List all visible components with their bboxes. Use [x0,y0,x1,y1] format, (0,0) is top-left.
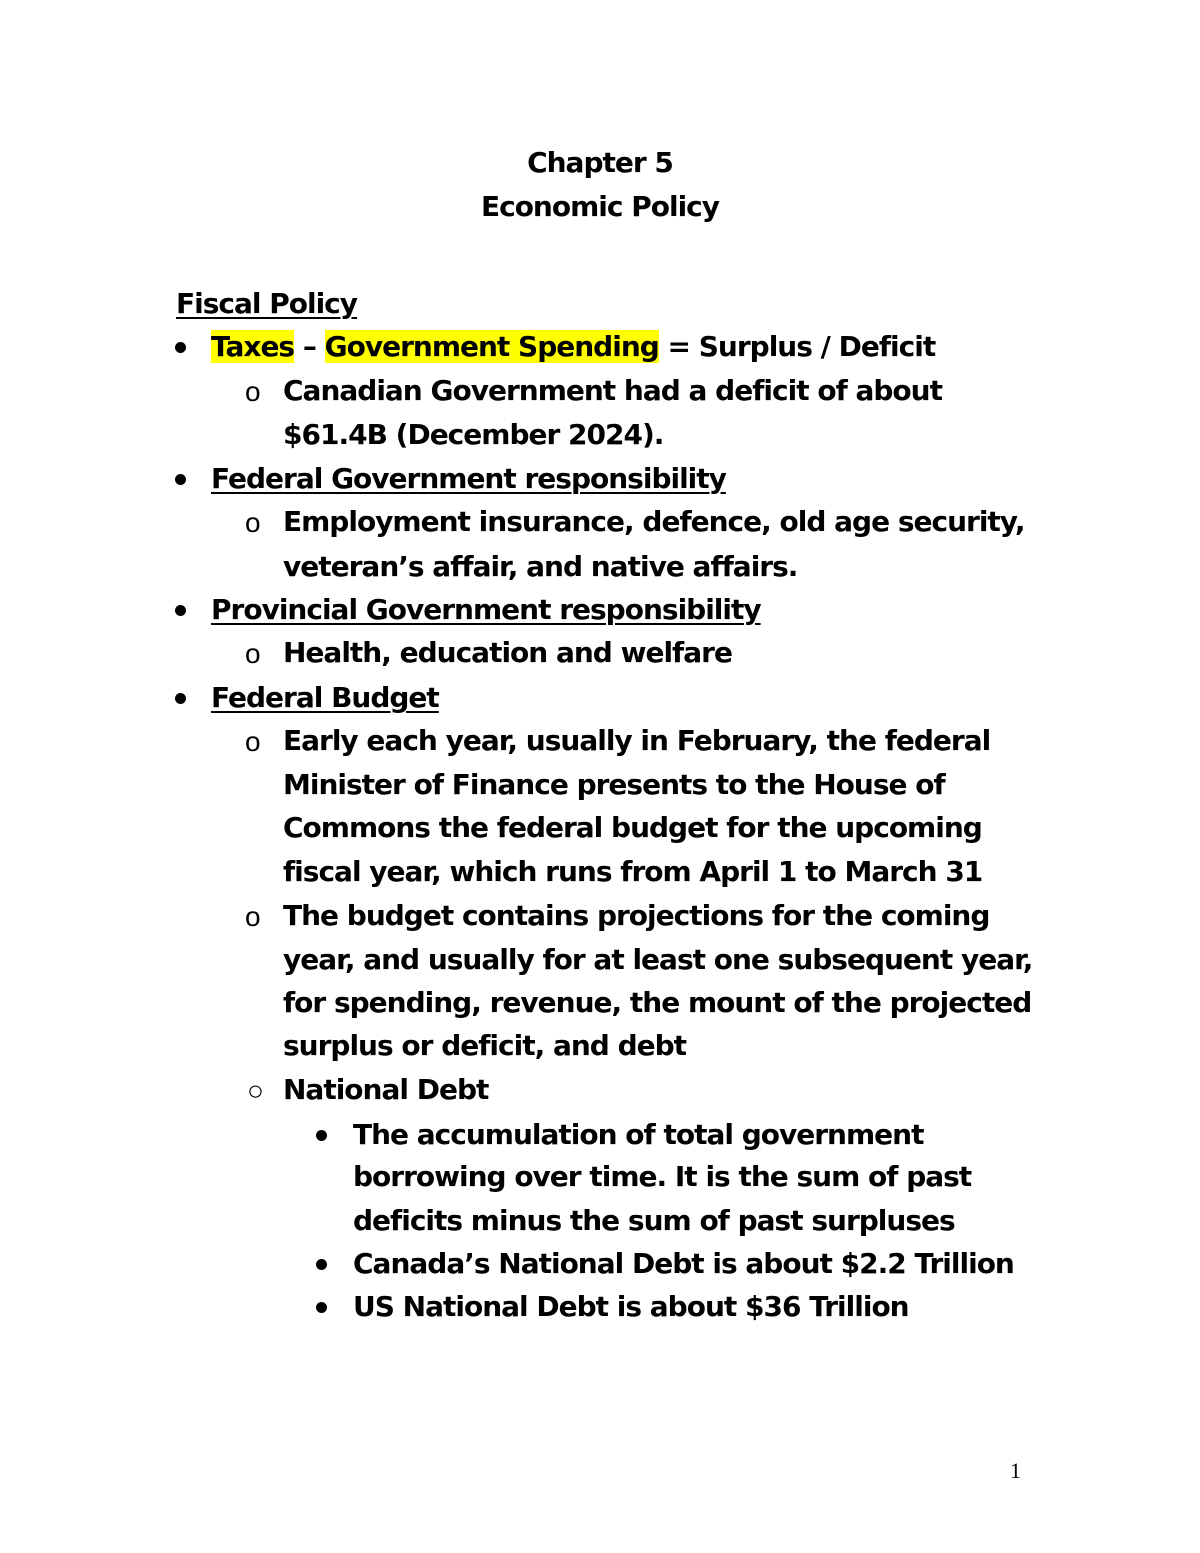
budget-item-2-line: The budget contains projections for the coming [283,899,990,932]
hollow-circle-bullet-icon: ○ [247,1075,264,1106]
budget-item-1-line: Minister of Finance presents to the House of [283,768,945,801]
budget-item-2-line: year, and usually for at least one subsequent year, [283,943,1033,976]
bullet-icon [316,1259,327,1270]
circle-bullet-icon: o [245,376,261,407]
circle-bullet-icon: o [245,901,261,932]
circle-bullet-icon: o [245,507,261,538]
debt-item-1-line: The accumulation of total government [353,1118,924,1151]
list-item-deficit: Canadian Government had a deficit of about [283,374,942,407]
section-heading-fiscal-policy: Fiscal Policy [176,287,358,320]
debt-item-1-line: deficits minus the sum of past surpluses [353,1204,955,1237]
circle-bullet-icon: o [245,638,261,669]
list-item-provincial-responsibility: Provincial Government responsibility [211,593,761,626]
list-item-federal-responsibility: Federal Government responsibility [211,462,726,495]
debt-item-1-line: borrowing over time. It is the sum of past [353,1160,972,1193]
list-item-federal-duties-cont: veteran’s affair, and native affairs. [283,550,798,583]
highlight-government-spending: Government Spending [324,330,659,363]
list-item-formula [211,327,935,367]
bullet-icon [175,474,186,485]
debt-item-us: US National Debt is about $36 Trillion [353,1290,909,1323]
list-item-federal-duties: Employment insurance, defence, old age security, [283,505,1025,538]
bullet-icon [316,1130,327,1141]
circle-bullet-icon: o [245,726,261,757]
bullet-icon [316,1302,327,1313]
budget-item-1-line: fiscal year, which runs from April 1 to March 31 [283,855,983,888]
formula-dash: – [294,330,325,363]
chapter-label: Chapter 5 [527,146,673,179]
bullet-icon [175,605,186,616]
bullet-icon [175,693,186,704]
debt-item-canada: Canada’s National Debt is about $2.2 Trillion [353,1247,1014,1280]
bullet-icon [175,342,186,353]
page-number: 1 [1010,1458,1021,1483]
list-item-provincial-duties: Health, education and welfare [283,636,732,669]
budget-item-1-line: Commons the federal budget for the upcoming [283,811,982,844]
list-item-deficit-cont: $61.4B (December 2024). [283,418,664,451]
formula-rest: = Surplus / Deficit [658,330,936,363]
page-title: Economic Policy [480,190,720,223]
highlight-taxes: Taxes [211,330,295,363]
budget-item-2-line: surplus or deficit, and debt [283,1029,687,1062]
list-item-national-debt: National Debt [283,1073,489,1106]
budget-item-1-line: Early each year, usually in February, the federal [283,724,991,757]
list-item-federal-budget: Federal Budget [211,681,439,714]
budget-item-2-line: for spending, revenue, the mount of the projected [283,986,1032,1019]
